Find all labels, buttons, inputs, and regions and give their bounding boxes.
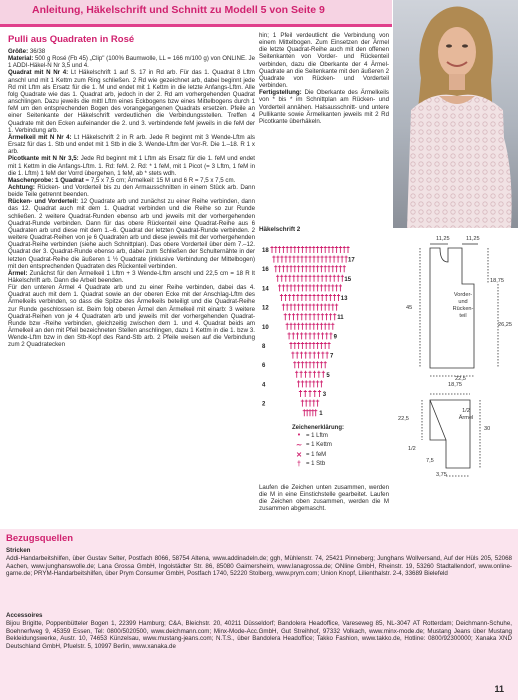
stitch-mark xyxy=(296,332,299,339)
stitch-mark xyxy=(282,304,285,311)
stitch-mark xyxy=(297,342,300,349)
stitch-mark xyxy=(324,304,327,311)
stitch-mark xyxy=(305,265,308,272)
row-number-left: 10 xyxy=(262,324,269,331)
paragraph: Quadrat mit N Nr 4: Lt Häkelschrift 1 auf S. 17 in Rd arb. Für das 1. Quadrat 8 Lftm anschl und mit 1 Kettm zum Ring schließen. 2 Rd wie gezeichnet arb, dabei beginnt jede Rd mit Lftm als Ersatz für die 1. M und endet mit 1 Kettm in die letzte Anfangs-Lftm. Alle folg Quadrate wie das 1. Quadrat arb, jedoch in der 2. Rd am vorhergehenden Quadrat anschlingen. Dazu jeweils die mittl Lftm eines Eckbogens bzw eines Mittelbogens durch 1 feM um den entsprechenden Bogen des vorangegangenen Quadrats ersetzen. Pfeile an einer Seitenkante der Häkelschrift verdeutlichen die Verbindungsstellen. Treffen 4 Quadrate mit den Ecken aufeinander die 2. und 3. verbindende feM jeweils in die feM der 1. Verbindung arb. xyxy=(8,69,255,134)
stitch-mark xyxy=(304,256,307,263)
stitch-mark xyxy=(316,256,319,263)
sources-accessories-text: Bijou Brigitte, Poppenbütteler Bogen 1, 22399 Hamburg; C&A, Bleichstr. 20, 40211 Düsseldorf; Bandolera Headoffice, Vareseweg 85, NL-3047 AT Rotterdam; Deichmann-Schuhe, Boehnerfweg 9, 45359 Essen, Tel: 0800/5020500, www.deichmann.com; Minx-Mode-Acc.GmbH, Gut Streihhof, 97332 Volkach, www.minx-mode.de; Mustang Jeans über Mustang Bekleidungswerke, Austr. 10, 74653 Künzelsau, www.mustang-jeans.com; N.T.S., über Bandolera Headoffice; Takko Fashion, www.takko.de, Hotline: 0800/92300000; Xanaka XND Deutschland GmbH, Pfuelstr. 5, 10997 Berlin, www.xanaka.de xyxy=(6,620,512,650)
stitch-mark xyxy=(316,400,319,407)
stitch-mark xyxy=(305,380,308,387)
stitch-mark xyxy=(312,342,315,349)
stitch-mark xyxy=(316,323,319,330)
stitch-mark xyxy=(335,284,338,291)
stitch-mark xyxy=(292,275,295,282)
paragraph: Ärmel: Zunächst für den Ärmelkeil 1 Lftm + 3 Wende-Lftm anschl und 22,5 cm = 18 R lt Häkelschrift arb. Dann die Arbeit beenden. xyxy=(8,269,255,284)
stitch-mark xyxy=(312,294,315,301)
stitch-mark xyxy=(278,246,281,253)
stitch-mark xyxy=(313,332,316,339)
sources-section-heading: Stricken xyxy=(6,547,31,554)
row-number-left: 6 xyxy=(262,363,266,370)
stitch-mark xyxy=(297,304,300,311)
stitch-mark xyxy=(288,313,291,320)
stitch-mark xyxy=(325,332,328,339)
label-height-45: 45 xyxy=(406,305,413,311)
stitch-mark xyxy=(337,294,340,301)
stitch-mark xyxy=(331,265,334,272)
stitch-mark xyxy=(296,275,299,282)
stitch-mark xyxy=(333,275,336,282)
stitch-mark xyxy=(316,246,319,253)
stitch-mark xyxy=(301,246,304,253)
stitch-mark xyxy=(317,294,320,301)
stitch-mark xyxy=(329,294,332,301)
stitch-mark xyxy=(293,361,296,368)
stitch-mark xyxy=(316,284,319,291)
stitch-mark xyxy=(325,294,328,301)
stitch-mark xyxy=(346,246,349,253)
stitch-mark xyxy=(296,294,299,301)
stitch-mark xyxy=(284,275,287,282)
stitch-mark xyxy=(305,284,308,291)
stitch-mark xyxy=(291,352,294,359)
stitch-mark xyxy=(308,304,311,311)
stitch-mark xyxy=(292,313,295,320)
stitch-mark xyxy=(308,332,311,339)
stitch-mark xyxy=(289,323,292,330)
row-number-left: 14 xyxy=(262,286,269,293)
stitch-mark xyxy=(327,265,330,272)
stitch-mark xyxy=(311,409,314,416)
model-photo-drawing xyxy=(393,0,518,228)
stitch-mark xyxy=(301,400,304,407)
double-crochet-symbol-icon: † xyxy=(297,460,301,468)
sleeve-schematic xyxy=(400,388,516,498)
stitch-mark xyxy=(312,323,315,330)
stitch-mark xyxy=(300,256,303,263)
stitch-mark xyxy=(301,342,304,349)
stitch-mark xyxy=(329,275,332,282)
stitch-mark xyxy=(272,256,275,263)
stitch-mark xyxy=(301,284,304,291)
stitch-mark xyxy=(336,256,339,263)
stitch-mark xyxy=(305,361,308,368)
stitch-mark xyxy=(301,361,304,368)
stitch-mark xyxy=(320,361,323,368)
stitch-mark xyxy=(313,313,316,320)
sources-section-heading: Accessoires xyxy=(6,612,43,619)
paragraph: Material: 500 g Rosé (Fb 45) „Clip" (100% Baumwolle, LL = 166 m/100 g) von ONLINE. Je 1 ADDI-Häkel-N Nr 3,5 und 4. xyxy=(8,55,255,70)
page-number: 11 xyxy=(494,684,504,694)
stitch-mark xyxy=(300,313,303,320)
sources-knitting-text: Addi-Handarbeitshilfen, über Gustav Selter, Postfach 8066, 58754 Altena, www.addinadeln.de; ggh, Mühlenstr. 74, 25421 Pinneberg; Junghans Wollversand, Auf der Hüls 205, 52068 Aachen, www.junghanswolle.de; Lana Grossa GmbH, Ingolstädter Str. 86, 85080 Gaimersheim, www.lanagrossa.de; ONline GmbH, Rheinstr. 19, 53260 Stadtallendorf, www.online-garne.de; PRYM-Handarbeitshilfen, über Prym Consumer GmbH, Postfach 1740, 52220 Stolberg, www.prym.com; Union Knopf, Lilienthalstr. 2-4, 33689 Bielefeld xyxy=(6,555,512,577)
stitch-mark xyxy=(282,265,285,272)
row-number-left: 16 xyxy=(262,267,269,274)
stitch-mark xyxy=(317,313,320,320)
row-number-left: 8 xyxy=(262,344,266,350)
row-number-left: 18 xyxy=(262,248,269,254)
row-number-right: 3 xyxy=(322,392,327,398)
stitch-mark xyxy=(300,294,303,301)
stitch-mark xyxy=(304,332,307,339)
stitch-mark xyxy=(308,380,311,387)
stitch-mark xyxy=(288,275,291,282)
header-rule xyxy=(0,24,392,27)
diagram-title: Häkelschrift 2 xyxy=(259,226,301,233)
stitch-mark xyxy=(308,284,311,291)
stitch-mark xyxy=(324,246,327,253)
stitch-mark xyxy=(301,323,304,330)
stitch-mark xyxy=(304,313,307,320)
row-number-left: 4 xyxy=(262,382,266,389)
stitch-mark xyxy=(286,304,289,311)
label-height-2625: 26,25 xyxy=(498,322,512,328)
stitch-mark xyxy=(286,323,289,330)
stitch-mark xyxy=(280,294,283,301)
stitch-mark xyxy=(288,294,291,301)
stitch-mark xyxy=(316,304,319,311)
legend-item: • = 1 Lftm xyxy=(292,431,344,441)
stitch-mark xyxy=(339,246,342,253)
label-width-1875: 18,75 xyxy=(448,382,462,388)
label-half: 1/2 xyxy=(408,446,416,452)
pattern-title: Pulli aus Quadraten in Rosé xyxy=(8,34,135,45)
stitch-mark xyxy=(293,304,296,311)
stitch-mark xyxy=(324,323,327,330)
stitch-mark xyxy=(308,246,311,253)
stitch-mark xyxy=(304,275,307,282)
row-number-right: 13 xyxy=(340,296,348,302)
stitch-mark xyxy=(300,275,303,282)
stitch-mark xyxy=(329,332,332,339)
stitch-mark xyxy=(282,284,285,291)
stitch-mark xyxy=(289,246,292,253)
stitch-mark xyxy=(320,265,323,272)
stitch-mark xyxy=(308,265,311,272)
stitch-mark xyxy=(339,284,342,291)
label-height-225: 22,5 xyxy=(398,416,409,422)
stitch-mark xyxy=(335,246,338,253)
stitch-mark xyxy=(329,313,332,320)
stitch-mark xyxy=(304,294,307,301)
row-number-right: 1 xyxy=(319,411,323,418)
stitch-mark xyxy=(321,352,324,359)
stitch-mark xyxy=(335,304,338,311)
single-crochet-symbol-icon: ✕ xyxy=(296,451,302,459)
row-number-right: 9 xyxy=(333,334,337,341)
page-header: Anleitung, Häkelschrift und Schnitt zu Modell 5 von Seite 9 xyxy=(32,4,325,16)
stitch-mark xyxy=(322,371,325,378)
stitch-mark xyxy=(305,342,308,349)
stitch-mark xyxy=(308,256,311,263)
stitch-mark xyxy=(320,380,323,387)
crochet-chart xyxy=(262,236,358,422)
chain-symbol-icon: • xyxy=(297,432,301,440)
stitch-mark xyxy=(278,265,281,272)
stitch-mark xyxy=(325,275,328,282)
stitch-mark xyxy=(327,342,330,349)
stitch-mark xyxy=(286,284,289,291)
stitch-mark xyxy=(320,256,323,263)
row-number-left: 2 xyxy=(262,401,266,408)
row-number-right: 7 xyxy=(330,353,334,360)
legend-item: † = 1 Stb xyxy=(292,460,344,470)
stitch-mark xyxy=(289,284,292,291)
label-width-225: 22,5 xyxy=(455,376,466,382)
stitch-mark xyxy=(331,284,334,291)
stitch-mark xyxy=(297,380,300,387)
paragraph: hin; 1 Pfeil verdeutlicht die Verbindung von einem Mittelbogen. Zum Einsetzen der Ärmel die letzte Quadrat-Reihe auch mit den offenen Seitenkanten von Vorder- und Rückenteil verbinden, dazu die Oberkante der 4 Ärmel-Quadrate an die Seitenkante mit den äußeren 2 Quadrate von Rücken- und Vorderteil verbinden. xyxy=(259,32,389,90)
stitch-mark xyxy=(326,352,329,359)
stitch-mark xyxy=(332,256,335,263)
instructions-column-2 xyxy=(259,32,389,125)
stitch-mark xyxy=(313,390,316,397)
stitch-mark xyxy=(289,304,292,311)
paragraph: Größe: 36/38 xyxy=(8,48,46,55)
stitch-mark xyxy=(313,352,316,359)
stitch-mark xyxy=(300,371,303,378)
stitch-mark xyxy=(305,323,308,330)
stitch-mark xyxy=(321,332,324,339)
stitch-mark xyxy=(312,275,315,282)
stitch-mark xyxy=(293,284,296,291)
stitch-mark xyxy=(293,246,296,253)
stitch-mark xyxy=(321,313,324,320)
label-width-75: 7,5 xyxy=(426,458,434,464)
stitch-mark xyxy=(305,400,308,407)
stitch-mark xyxy=(304,390,307,397)
stitch-mark xyxy=(312,304,315,311)
stitch-mark xyxy=(333,294,336,301)
stitch-mark xyxy=(304,352,307,359)
legend-item: ∼ = 1 Kettm xyxy=(292,441,344,451)
slip-stitch-symbol-icon: ∼ xyxy=(296,442,302,450)
paragraph: Achtung: Rücken- und Vorderteil bis zu den Armausschnitten in einem Stück arb. Dann beide Teile getrennt beenden. xyxy=(8,183,255,199)
stitch-mark xyxy=(308,371,311,378)
stitch-mark xyxy=(296,256,299,263)
stitch-mark xyxy=(296,313,299,320)
stitch-mark xyxy=(320,246,323,253)
stitch-mark xyxy=(301,265,304,272)
stitch-mark xyxy=(333,313,336,320)
stitch-mark xyxy=(293,342,296,349)
stitch-mark xyxy=(328,256,331,263)
legend-title: Zeichenerklärung: xyxy=(292,425,345,431)
label-width-right: 11,25 xyxy=(466,236,480,242)
stitch-mark xyxy=(308,275,311,282)
legend-item: ✕ = 1 feM xyxy=(292,450,344,460)
stitch-mark xyxy=(297,246,300,253)
instructions-column-1 xyxy=(8,48,255,349)
stitch-mark xyxy=(297,361,300,368)
stitch-mark xyxy=(308,294,311,301)
stitch-mark xyxy=(308,352,311,359)
row-number-right: 11 xyxy=(337,315,344,322)
stitch-mark xyxy=(308,390,311,397)
stitch-mark xyxy=(324,265,327,272)
stitch-mark xyxy=(318,390,321,397)
label-width-375: 3,75 xyxy=(436,472,447,478)
label-width-left: 11,25 xyxy=(436,236,450,242)
stitch-mark xyxy=(337,275,340,282)
stitch-mark xyxy=(289,265,292,272)
stitch-mark xyxy=(312,380,315,387)
stitch-mark xyxy=(299,390,302,397)
stitch-mark xyxy=(327,323,330,330)
paragraph: Picotkante mit N Nr 3,5: Jede Rd beginnt mit 1 Lftm als Ersatz für die 1. feM und endet mit 1 Kettm in die Anfangs-Lftm. 1. Rd: feM. 2. Rd: * 1 feM, mit 1 Picot (= 3 Lftm, 1 feM in die 1. Lftm) 1 feM der Vorrd übergehen, 1 feM, ab * stets wdh. xyxy=(8,155,255,177)
chart-notes: Laufen die Zeichen unten zusammen, werden die M in eine Einstichstelle gearbeitet. Laufen die Zeichen oben zusammen, werden die M zusammen abgemascht. xyxy=(259,484,389,513)
stitch-mark xyxy=(314,409,317,416)
stitch-mark xyxy=(331,323,334,330)
stitch-mark xyxy=(317,371,320,378)
stitch-mark xyxy=(293,323,296,330)
stitch-mark xyxy=(327,284,330,291)
stitch-mark xyxy=(316,342,319,349)
paragraph: Maschenprobe: 1 Quadrat = 7,5 x 7,5 cm; Ärmelkeil: 15 M und 6 R = 7,5 x 7,5 cm. xyxy=(8,176,236,184)
stitch-mark xyxy=(296,352,299,359)
stitch-mark xyxy=(316,380,319,387)
stitch-mark xyxy=(324,342,327,349)
stitch-mark xyxy=(312,265,315,272)
stitch-mark xyxy=(335,265,338,272)
paragraph: Ärmelkeil mit N Nr 4: Lt Häkelschrift 2 in R arb. Jede R beginnt mit 3 Wende-Lftm als Ersatz für das 1. Stb und endet mit 1 Stb in die 3. Wende-Lftm der Vor-R. Die 1.–18. R 1 x arb. xyxy=(8,133,255,156)
paragraph: Fertigstellung: Die Oberkante des Ärmelkeils von * bis * im Schnittplan am Rücken- und Vorderteil annähen. Halsausschnitt- und untere Pullikante sowie Ärmelkanten jeweils mit 2 Rd Picotkante überhäkeln. xyxy=(259,89,389,125)
row-number-right: 15 xyxy=(344,276,352,283)
stitch-mark xyxy=(316,275,319,282)
stitch-mark xyxy=(320,323,323,330)
stitch-mark xyxy=(297,323,300,330)
sources-title: Bezugsquellen xyxy=(6,533,74,544)
legend xyxy=(292,425,344,469)
stitch-mark xyxy=(286,265,289,272)
stitch-mark xyxy=(308,313,311,320)
stitch-mark xyxy=(331,246,334,253)
stitch-mark xyxy=(316,265,319,272)
stitch-mark xyxy=(286,246,289,253)
label-sleeve: 1/2 Ärmel xyxy=(458,408,474,421)
stitch-mark xyxy=(327,246,330,253)
stitch-mark xyxy=(316,361,319,368)
stitch-mark xyxy=(304,371,307,378)
stitch-mark xyxy=(305,246,308,253)
row-number-right: 5 xyxy=(326,372,330,379)
stitch-mark xyxy=(280,275,283,282)
stitch-mark xyxy=(284,294,287,301)
stitch-mark xyxy=(292,294,295,301)
stitch-mark xyxy=(301,304,304,311)
stitch-mark xyxy=(321,275,324,282)
stitch-mark xyxy=(270,246,273,253)
stitch-mark xyxy=(274,246,277,253)
stitch-mark xyxy=(324,361,327,368)
stitch-mark xyxy=(343,265,346,272)
stitch-mark xyxy=(289,342,292,349)
stitch-mark xyxy=(312,246,315,253)
stitch-mark xyxy=(305,304,308,311)
stitch-mark xyxy=(340,256,343,263)
label-front-back: Vorder- und Rücken- teil xyxy=(452,292,474,319)
stitch-mark xyxy=(321,294,324,301)
stitch-mark xyxy=(306,409,309,416)
stitch-mark xyxy=(295,371,298,378)
stitch-mark xyxy=(282,246,285,253)
stitch-mark xyxy=(288,332,291,339)
stitch-mark xyxy=(292,256,295,263)
stitch-mark xyxy=(325,313,328,320)
stitch-mark xyxy=(288,256,291,263)
stitch-mark xyxy=(300,352,303,359)
stitch-mark xyxy=(308,400,311,407)
stitch-mark xyxy=(312,361,315,368)
stitch-mark xyxy=(339,265,342,272)
stitch-mark xyxy=(327,304,330,311)
stitch-mark xyxy=(308,342,311,349)
stitch-mark xyxy=(303,409,306,416)
stitch-mark xyxy=(312,400,315,407)
stitch-mark xyxy=(280,256,283,263)
stitch-mark xyxy=(297,265,300,272)
stitch-mark xyxy=(313,371,316,378)
stitch-mark xyxy=(276,275,279,282)
stitch-mark xyxy=(320,342,323,349)
stitch-mark xyxy=(284,256,287,263)
stitch-mark xyxy=(284,313,287,320)
stitch-mark xyxy=(312,256,315,263)
stitch-mark xyxy=(293,265,296,272)
stitch-mark xyxy=(320,304,323,311)
stitch-mark xyxy=(317,352,320,359)
stitch-mark xyxy=(297,284,300,291)
stitch-mark xyxy=(274,265,277,272)
stitch-mark xyxy=(324,256,327,263)
paragraph: Rücken- und Vorderteil: 12 Quadrate arb und zunächst zu einer Reihe verbinden, dann das 12. Quadrat auch mit dem 1. Quadrat verbinden und die Reihe so zur Runde schließen. 2 weitere Quadrat-Runden ebenso arb und jeweils mit der vorhergehenden Quadrat-Runde verbinden. Dann für das obere Rückenteil eine Quadrat-Reihe aus 6 Quadraten arb und diese mit dem 1.–6. Quadrat der letzten Quadrat-Runde verbinden. 2 weitere Quadrat-Reihen von je 6 Quadraten arb und diese jeweils mit der vorhergehenden Quadrat-Reihe verbinden (siehe auch Schnittplan). Das obere Vorderteil über dem 7.–12. Quadrat der 3. Quadrat-Runde ebenso arb, dabei zum Schließen der Schulternähte in der letzten Quadrat-Reihe die äußeren 1 ½ Quadrate (inklusive Verbindung der Mittelbogen) mit den entsprechenden Quadraten des Rückenteil verbinden. xyxy=(8,198,255,270)
label-top-height: 18,75 xyxy=(490,278,504,284)
stitch-mark xyxy=(301,380,304,387)
model-photo xyxy=(393,0,518,228)
stitch-mark xyxy=(308,361,311,368)
stitch-mark xyxy=(317,332,320,339)
stitch-mark xyxy=(300,332,303,339)
row-number-left: 12 xyxy=(262,305,269,312)
paragraph: Für den unteren Ärmel 4 Quadrate arb und zu einer Reihe verbinden, dabei das 4. Quadrat auch mit dem 1. Quadrat sowie an der oberen Ecke mit der Anschlag-Lftm des Ärmelkeils verbinden, so dass die Spitze des Ärmelkeils beteiligt und die Quadrat-Reihe zur Runde geschlossen ist. Beim folg oberen Ärmel den Ärmelkeil mit einarb: 3 weitere Quadrat-Reihen von je 4 Quadraten arb und jeweils mit der vorhergehenden Quadrat-Runde bzw -Reihe verbinden, gleichzeitig zwischen dem 1. und 4. Quadrat beids am Ärmelkeil an den mit Pfeil bezeichneten Stellen anschlingen, dazu 1 Kettm in die 1. bzw 3. Wende-Lftm bzw in den Stb-Kopf des Rand-Stb arb. 2 Pfeile weisen auf die Verbindung zum 2 Quadratecken xyxy=(8,284,255,349)
stitch-mark xyxy=(312,284,315,291)
label-height-30: 30 xyxy=(484,426,491,432)
stitch-mark xyxy=(308,409,311,416)
stitch-mark xyxy=(276,256,279,263)
stitch-mark xyxy=(320,284,323,291)
stitch-mark xyxy=(324,284,327,291)
row-number-right: 17 xyxy=(348,257,355,264)
stitch-mark xyxy=(343,246,346,253)
stitch-mark xyxy=(331,304,334,311)
stitch-mark xyxy=(308,323,311,330)
stitch-mark xyxy=(292,332,295,339)
stitch-mark xyxy=(278,284,281,291)
